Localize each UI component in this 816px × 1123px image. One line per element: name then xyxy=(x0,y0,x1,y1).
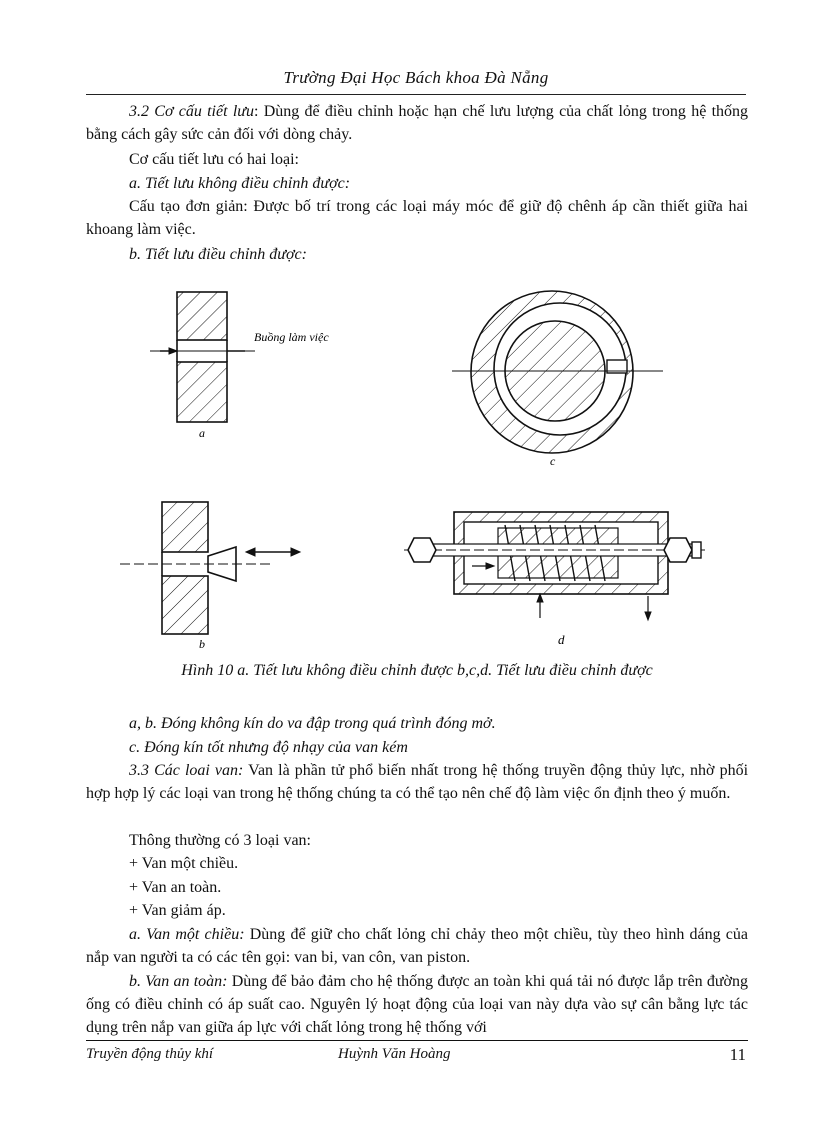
list-item: + Van an toàn. xyxy=(129,879,222,896)
figure-caption: Hình 10 a. Tiết lưu không điều chỉnh được b,c,d. Tiết lưu điều chỉnh được xyxy=(181,662,653,679)
check-valve-paragraph xyxy=(86,923,748,969)
section-3-2 xyxy=(86,100,748,146)
note-c: c. Đóng kín tốt nhưng độ nhạy của van kém xyxy=(129,739,408,756)
safety-valve-title: b. Van an toàn: xyxy=(129,973,228,990)
diagram-a xyxy=(150,292,255,422)
section-3-2-text: : Dùng để điều chỉnh hoặc hạn chế lưu lượng của chất lỏng trong hệ thống bằng cách gây sức cản đối với dòng chảy. xyxy=(86,103,749,143)
note-ab: a, b. Đóng không kín do va đập trong quá trình đóng mở. xyxy=(129,715,496,732)
diagram-b xyxy=(120,502,300,634)
figure-throttle-diagrams xyxy=(0,270,816,660)
header-rule xyxy=(86,94,746,95)
section-3-3-text: Van là phần tử phổ biến nhất trong hệ thống truyền động thủy lực, nhờ phối hợp hợp lý các loại van trong hệ thống chúng ta có thể tạo nên chế độ làm việc ổn định theo ý muốn. xyxy=(86,762,749,802)
type-a-text: Cấu tạo đơn giản: Được bố trí trong các loại máy móc để giữ độ chênh áp cần thiết giữa hai khoang làm việc. xyxy=(86,198,748,238)
diagram-d xyxy=(404,512,705,620)
label-chamber: Buồng làm việc xyxy=(254,330,329,344)
list-item: + Van một chiều. xyxy=(129,855,239,872)
list-item: + Van giảm áp. xyxy=(129,902,226,919)
page-number: 11 xyxy=(729,1045,746,1064)
intro-two-types: Cơ cấu tiết lưu có hai loại: xyxy=(129,151,299,168)
footer-author: Huỳnh Văn Hoàng xyxy=(338,1046,451,1062)
label-c: c xyxy=(550,454,556,468)
safety-valve-paragraph xyxy=(86,970,748,1039)
footer-rule xyxy=(86,1040,748,1041)
common-types: Thông thường có 3 loại van: xyxy=(129,832,311,849)
label-a: a xyxy=(199,426,205,440)
section-3-2-title: 3.2 Cơ cấu tiết lưu xyxy=(129,103,254,120)
check-valve-text: Dùng để giữ cho chất lỏng chỉ chảy theo một chiều, tùy theo hình dáng của nắp van người ta có các tên gọi: van bi, van côn, van piston. xyxy=(86,926,748,966)
label-d: d xyxy=(558,632,565,647)
section-3-3 xyxy=(86,759,748,805)
label-b: b xyxy=(199,637,205,651)
type-b-title: b. Tiết lưu điều chỉnh được: xyxy=(129,246,307,263)
safety-valve-text: Dùng để bảo đảm cho hệ thống được an toàn khi quá tải nó được lắp trên đường ống có điều chỉnh có áp suất cao. Nguyên lý hoạt động của loại van này dựa vào sự cân bằng lực tác dụng trên nắp van giữa áp lực với chất lỏng trong hệ thống với xyxy=(86,973,748,1036)
page-header: Trường Đại Học Bách khoa Đà Nẵng xyxy=(283,68,549,87)
check-valve-title: a. Van một chiều: xyxy=(129,926,245,943)
diagram-c xyxy=(452,291,663,453)
type-a-title: a. Tiết lưu không điều chỉnh được: xyxy=(129,175,351,192)
footer-course: Truyền động thủy khí xyxy=(86,1046,214,1062)
section-3-3-title: 3.3 Các loai van: xyxy=(129,762,244,779)
